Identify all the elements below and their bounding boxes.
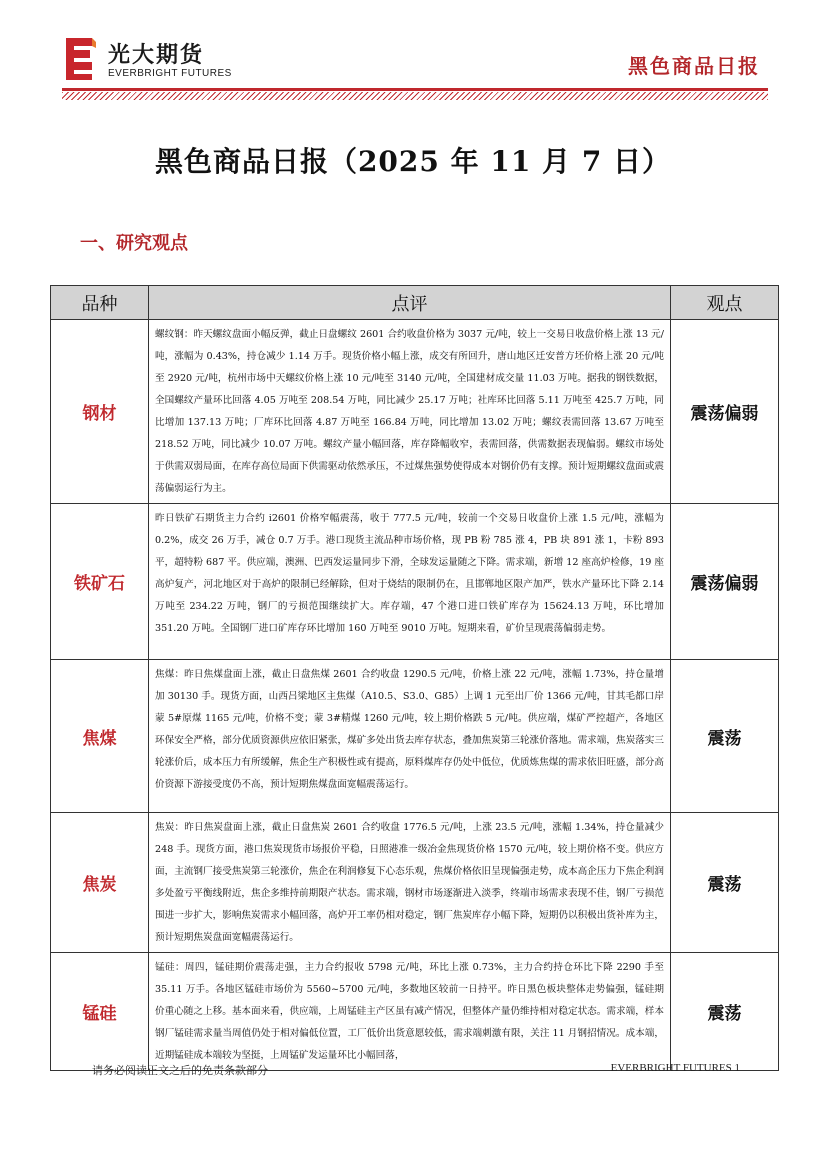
footer-brand-page: EVERBRIGHT FUTURES 1 — [610, 1062, 740, 1074]
page-header — [62, 30, 768, 100]
table-row — [51, 320, 779, 504]
row-comment: 焦煤：昨日焦煤盘面上涨，截止日盘焦煤 2601 合约收盘 1290.5 元/吨，价格上涨 22 元/吨，涨幅 1.73%，持仓量增加 30130 手。现货方面，山西吕梁地区主焦煤（A10.5、S3.0、G85）上调 1 元至出厂价 1366 元/吨，甘其毛都口岸蒙 5#原煤 1165 元/吨，价格不变；蒙 3#精煤 1260 元/吨，较上期价格跌 5 元/吨。供应端，煤矿严控超产，各地区环保安全严格，部分优质资源供应依旧紧张，煤矿多处出货去库存状态，叠加焦炭第三轮涨价落地。需求端，焦炭落实三轮涨价后，成本压力有所缓解，焦企生产积极性或有提高，原料煤库存仍处中低位，优质炼焦煤的需求依旧旺盛，部分高价资源下游接受度仍不高，预计短期焦煤盘面宽幅震荡运行。 — [149, 660, 671, 813]
table-header-row — [51, 286, 779, 320]
row-view: 震荡 — [671, 813, 779, 953]
row-category: 锰硅 — [51, 953, 149, 1071]
row-comment: 螺纹钢：昨天螺纹盘面小幅反弹，截止日盘螺纹 2601 合约收盘价格为 3037 元/吨，较上一交易日收盘价格上涨 13 元/吨，涨幅为 0.43%，持仓减少 1.14 万手。现货价格小幅上涨，成交有所回升，唐山地区迁安普方坯价格上涨 20 元/吨至 2920 元/吨，杭州市场中天螺纹价格上涨 10 元/吨至 3140 元/吨，全国建材成交量 11.03 万吨。据我的钢铁数据，全国螺纹产量环比回落 4.05 万吨至 208.54 万吨，同比减少 25.17 万吨；社库环比回落 5.11 万吨至 425.7 万吨，同比增加 137.13 万吨；厂库环比回落 4.87 万吨至 166.84 万吨，同比增加 13.02 万吨；螺纹表需回落 13.67 万吨至 218.52 万吨，同比减少 10.07 万吨。螺纹产量小幅回落，库存降幅收窄，表需回落，供需数据表现偏弱。螺纹市场处于供需双弱局面，在库存高位局面下供需驱动依然承压，不过煤焦强势使得成本对钢价仍有支撑。预计短期螺纹盘面或震荡偏弱运行为主。 — [149, 320, 671, 504]
table-row — [51, 660, 779, 813]
row-comment: 焦炭：昨日焦炭盘面上涨，截止日盘焦炭 2601 合约收盘 1776.5 元/吨，上涨 23.5 元/吨，涨幅 1.34%，持仓量减少 248 手。现货方面，港口焦炭现货市场报价平稳，日照港准一级冶金焦现货价格 1570 元/吨，较上期价格不变。供应方面，主流钢厂接受焦炭第三轮涨价，焦企在利润修复下心态乐观，焦煤价格依旧呈现偏强走势，成本高企压力下焦企利润多处盈亏平衡线附近，焦企多维持前期限产状态。需求端，钢材市场逐渐进入淡季，终端市场需求表现不佳，钢厂亏损范围进一步扩大，影响焦炭需求小幅回落，高炉开工率仍相对稳定，钢厂焦炭库存小幅下降，短期仍以积极出货补库为主，预计短期焦炭盘面宽幅震荡运行。 — [149, 813, 671, 953]
row-view: 震荡偏弱 — [671, 320, 779, 504]
section-heading: 一、研究观点 — [80, 233, 188, 254]
header-cell-view: 观点 — [671, 286, 779, 320]
row-comment: 昨日铁矿石期货主力合约 i2601 价格窄幅震荡，收于 777.5 元/吨，较前一个交易日收盘价上涨 1.5 元/吨，涨幅为 0.2%，成交 26 万手，减仓 0.7 万手。港口现货主流品种市场价格，现 PB 粉 785 涨 4，PB 块 891 涨 1，卡粉 893 平，超特粉 687 平。供应端，澳洲、巴西发运量同步下滑，全球发运量随之下降。需求端，新增 12 座高炉检修，19 座高炉复产，河北地区对于高炉的限制已经解除，但对于烧结的限制仍在，且邯郸地区限产加严，铁水产量环比下降 2.14 万吨至 234.22 万吨，钢厂的亏损范围继续扩大。库存端，47 个港口进口铁矿库存为 15624.13 万吨，环比增加 351.20 万吨。全国钢厂进口矿库存环比增加 160 万吨至 9010 万吨。短期来看，矿价呈现震荡偏弱走势。 — [149, 504, 671, 660]
table-row — [51, 813, 779, 953]
research-view-table — [50, 285, 779, 1071]
row-category: 焦煤 — [51, 660, 149, 813]
header-cell-comment: 点评 — [149, 286, 671, 320]
footer-disclaimer: 请务必阅读正文之后的免责条款部分 — [92, 1064, 268, 1077]
logo-text-cn: 光大期货 — [108, 43, 205, 68]
logo-text-en: EVERBRIGHT FUTURES — [108, 68, 232, 79]
row-view: 震荡偏弱 — [671, 504, 779, 660]
header-cell-category: 品种 — [51, 286, 149, 320]
row-comment: 锰硅：周四，锰硅期价震荡走强，主力合约报收 5798 元/吨，环比上涨 0.73%，主力合约持仓环比下降 2290 手至 35.11 万手。各地区锰硅市场价为 5560~5700 元/吨，多数地区较前一日持平。昨日黑色板块整体走势偏强，锰硅期价重心随之上移。基本面来看，供应端，上周锰硅主产区虽有减产情况，但整体产量仍维持相对稳定状态。需求端，样本钢厂锰硅需求量当周值仍处于相对偏低位置，工厂低价出货意愿较低，需求端刺激有限，关注 11 月钢招情况。成本端，近期锰硅成本端较为坚挺，上周锰矿发运量环比小幅回落， — [149, 953, 671, 1071]
header-title: 黑色商品日报 — [628, 54, 760, 78]
row-category: 铁矿石 — [51, 504, 149, 660]
row-view: 震荡 — [671, 953, 779, 1071]
logo — [62, 36, 262, 82]
row-category: 焦炭 — [51, 813, 149, 953]
page-footer — [92, 1062, 740, 1082]
header-rule — [62, 88, 768, 91]
row-view: 震荡 — [671, 660, 779, 813]
document-title: 黑色商品日报（2025 年 11 月 7 日） — [154, 145, 672, 178]
table-row — [51, 504, 779, 660]
logo-mark-icon — [62, 36, 96, 82]
row-category: 钢材 — [51, 320, 149, 504]
table-row — [51, 953, 779, 1071]
header-hatch-band — [62, 92, 768, 100]
